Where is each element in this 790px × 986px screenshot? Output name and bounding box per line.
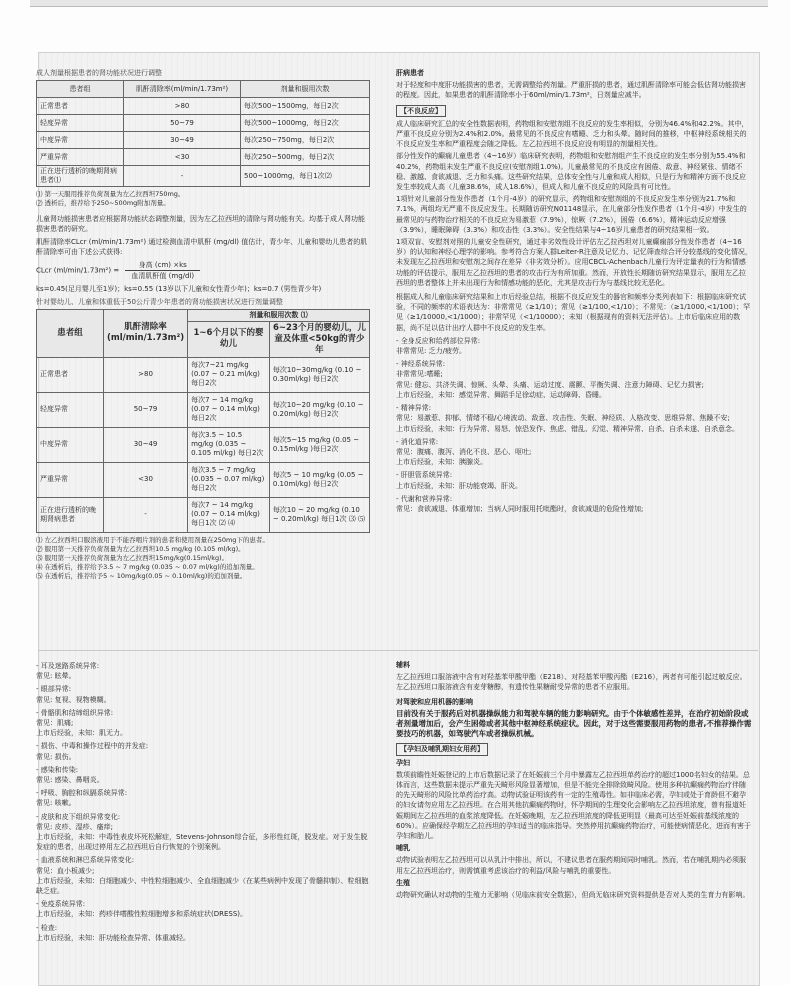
- list-item: [396, 437, 752, 468]
- table2-title: 针对婴幼儿、儿童和体重低于50公斤青少年患者的肾功能损害状况进行剂量调整: [36, 297, 283, 306]
- right-bottom-column: [396, 660, 752, 980]
- table-row: [37, 166, 370, 187]
- table-cell: 每次10~20 mg/kg (0.10 ~ 0.20ml/kg) 每日2次: [269, 392, 369, 427]
- list-item: [396, 470, 752, 490]
- table-row: [37, 132, 370, 149]
- footnote: ⑴ 第一天服用推荐负荷剂量为左乙拉西坦750mg。: [36, 190, 185, 199]
- table-header-cell: 剂量和服用次数 ⑴: [188, 309, 370, 321]
- table-row: [37, 98, 370, 115]
- list-item-title: - 皮肤和皮下组织异常变化:: [36, 812, 121, 821]
- left-bottom-column: [36, 658, 370, 978]
- list-item-text: 上市后经验，未知：肝功能检查异常、体重减轻。: [36, 933, 190, 942]
- list-item-text: 常见: 皮疹、湿疹、瘙痒; 上市后经验，未知：中毒性表皮坏死松解症，Stevens-Johnson综合征，多形性红斑，脱发症。对于发生脱发症的患者，出现过停用左乙拉西坦后自行恢复的个别案例。: [36, 822, 368, 852]
- fertility-subheading: 生殖: [396, 878, 410, 887]
- list-item-text: 常见：肌痛; 上市后经验，未知：肌无力。: [36, 719, 127, 738]
- clcr-formula: [36, 260, 370, 281]
- paragraph: 成人临床研究汇总的安全性数据表明，药物组和安慰剂组不良反应的发生率相似，分别为46.4%和42.2%。其中，严重不良反应分别为2.4%和2.0%。最常见的不良反应有嗜睡、乏力和头晕。随时间的推移，中枢神经系统相关的不良反应发生率和严重程度会随之降低。左乙拉西坦不良反应没有明显的剂量相关性。: [396, 119, 749, 149]
- list-item-title: - 消化道异常:: [396, 437, 439, 446]
- table-cell: 每次250~750mg，每日2次: [241, 132, 370, 149]
- paragraph: 左乙拉西坦口服溶液中含有对羟基苯甲酸甲酯（E218）、对羟基苯甲酸丙酯（E216），两者有可能引起过敏反应。左乙拉西坦口服溶液含有麦芽糖醇，有遗传性果糖耐受异常的患者不应服用。: [396, 673, 747, 692]
- paragraph: 部分性发作的癫痫儿童患者（4~16岁）临床研究表明，药物组和安慰剂组产生不良反应的发生率分别为55.4%和40.2%，药物组未发生严重不良反应(安慰剂组1.0%)。儿童最常见的不良反应有困倦、敌意、神经紧张、情绪不稳、激越、食欲减退、乏力和头痛。这些研究结果，总体安全性与儿童和成人相似，只是行为和精神方面不良反应发生率较成人高（儿童38.6%，成人18.6%），但成人和儿童不良反应的风险具有可比性。: [396, 152, 746, 192]
- paragraph: 动物试验表明左乙拉西坦可以从乳汁中排出，所以，不建议患者在服药期间同时哺乳。然而，若在哺乳期内必须服用左乙拉西坦治疗，则需慎重考虑该治疗的利益/风险与哺乳的重要性。: [396, 856, 746, 875]
- table-cell: 正常患者: [37, 357, 104, 392]
- previous-page-edge: [30, 0, 768, 7]
- list-item-title: - 神经系统异常:: [396, 360, 446, 369]
- table-cell: 每次5 ~ 10 mg/kg (0.05 ~ 0.10ml/kg) 每日2次: [269, 462, 369, 497]
- excipients-heading: 辅料: [396, 661, 410, 669]
- list-item-title: - 精神异常:: [396, 404, 432, 413]
- table-header-cell: 患者组: [37, 309, 104, 357]
- list-item-text: 常见：血小板减少; 上市后经验，未知：白细胞减少、中性粒细胞减少、全血细胞减少（在某些病例中发现了骨髓抑制）、粒细胞缺乏症。: [36, 866, 369, 896]
- table-cell: 中度异常: [37, 427, 104, 462]
- footnote: ⑵ 服用第一天推荐负荷剂量为左乙拉西坦10.5 mg/kg (0.105 ml/kg)。: [36, 544, 245, 553]
- list-item-title: - 感染和传染:: [36, 765, 79, 774]
- table-cell: -: [104, 497, 188, 532]
- table-cell: 30~49: [124, 132, 241, 149]
- table-header-row: [37, 81, 370, 98]
- table-cell: 每次10 ~ 20 mg/kg (0.10 ~ 0.20ml/kg) 每日1次 ⑶ ⑸: [269, 497, 369, 532]
- table-header-cell: 肌酐清除率(ml/min/1.73m²): [124, 81, 241, 98]
- table1-title: 成人剂量根据患者的肾功能状况进行调整: [36, 69, 162, 77]
- table-cell: 每次7 ~ 14 mg/kg (0.07 ~ 0.14 ml/kg) 每日1次 ⑵ ⑷: [188, 497, 270, 532]
- list-item-title: - 全身反应和给药部位异常:: [396, 336, 481, 345]
- table-cell: -: [124, 166, 241, 187]
- table-cell: 每次7 ~ 14 mg/kg (0.07 ~ 0.14 ml/kg) 每日2次: [188, 392, 270, 427]
- table-cell: 严重异常: [37, 149, 124, 166]
- list-item-text: 上市后经验，未知：肝功能衰竭、肝炎。: [396, 481, 522, 490]
- table-header-cell: 6~23个月的婴幼儿，儿童及体重<50kg的青少年: [269, 321, 369, 357]
- list-item-title: - 血液系统和淋巴系统异常变化:: [36, 856, 135, 865]
- adult-dose-table: [36, 80, 370, 187]
- list-item-text: 常见: 咳嗽。: [36, 799, 76, 808]
- table-row: [37, 462, 370, 497]
- list-item-text: 常见: 眩晕。: [36, 672, 76, 681]
- list-item-text: 常见: 复视、视物模糊。: [36, 695, 111, 704]
- list-item: [36, 855, 370, 896]
- ks-line: ks=0.45(足月婴儿至1岁)；ks=0.55 (13岁以下儿童和女性青少年)；ks=0.7 (男性青少年): [36, 285, 322, 294]
- list-item-text: 常见：食欲减退、体重增加；当病人同时服用托吡酯时，食欲减退的危险性增加;: [396, 504, 644, 513]
- formula-lhs: CLcr (ml/min/1.73m²) =: [36, 266, 120, 275]
- table-cell: 正常患者: [37, 98, 124, 115]
- list-item: [36, 812, 370, 853]
- list-item: [36, 899, 370, 919]
- lactation-subheading: 哺乳: [396, 844, 410, 853]
- table-cell: 每次5~15 mg/kg (0.05 ~ 0.15ml/kg )每日2次: [269, 427, 369, 462]
- formula-denominator: 血清肌酐值 (mg/dl): [131, 272, 195, 281]
- table-header-cell: 患者组: [37, 81, 124, 98]
- left-top-column: [36, 68, 370, 581]
- paragraph: 1项双盲、安慰剂对照的儿童安全性研究，通过非劣效性设计评估左乙拉西坦对儿童癫痫部分性发作患者（4~16岁）的认知和神经心理学的影响。参考符合方案人群Leiter-R注意及记忆力、记忆筛查综合评分较基线的变化情况，未发现左乙拉西坦和安慰剂之间存在差异（非劣效分析）。应用CBCL-Achenbach儿童行为评定量表的行为和情感功能的评估提示，服用左乙拉西坦的患者的攻击行为有所加重。然而，开放性长期随访研究结果显示，服用左乙拉西坦的患者整体上并未出现行为和情感功能的恶化，尤其是攻击行为与基线比较无恶化。: [396, 238, 752, 287]
- paragraph: 儿童肾功能损害患者应根据肾功能状态调整剂量，因为左乙拉西坦的清除与肾功能有关。均基于成人肾功能损害患者的研究。: [36, 215, 365, 234]
- paragraph: 动物研究确认对动物的生殖力无影响（见临床前安全数据），但尚无临床研究资料提供是否对人类的生育力有影响。: [396, 891, 750, 900]
- footnote: ⑸ 在透析后，推荐给予5 ~ 10mg/kg(0.05 ~ 0.10ml/kg)的追加剂量。: [36, 571, 247, 580]
- list-item-title: - 骨骼肌和结缔组织异常:: [36, 708, 114, 717]
- table-cell: 每次10~30mg/kg (0.10 ~ 0.30ml/kg) 每日2次: [269, 357, 369, 392]
- pediatric-dose-table: [36, 309, 370, 533]
- list-item-title: - 检查:: [36, 923, 58, 932]
- list-item-text: 非常常见: 乏力/疲劳。: [396, 347, 466, 356]
- table-cell: 30~49: [104, 427, 188, 462]
- paragraph: 1项针对儿童部分性发作患者（1个月-4岁）的研究显示，药物组和安慰剂组的不良反应发生率分别为21.7%和7.1%，两组均无严重不良反应发生。长期随访研究N01148显示，在儿童部分性发作患者（1个月-4岁）中发生的最常见的与药物治疗相关的不良反应为易激惹（7.9%），惊厥（7.2%），困倦（6.6%），精神运动反应增强（3.9%），睡眠障碍（3.3%）和攻击性（3.3%）。安全性结果与4~16岁儿童患者的研究结果相一致。: [396, 195, 747, 234]
- table-cell: 每次500~1500mg，每日2次: [241, 98, 370, 115]
- table-cell: 正在进行透析的晚期肾病患者⑴: [37, 166, 124, 187]
- list-item: [396, 359, 752, 400]
- table-cell: 轻度异常: [37, 392, 104, 427]
- table-cell: 50~79: [104, 392, 188, 427]
- list-item: [396, 403, 752, 434]
- footnote: ⑵ 透析后，推荐给予250~500mg附加剂量。: [36, 199, 170, 208]
- table-cell: 正在进行透析的晚期肾病患者: [37, 497, 104, 532]
- formula-numerator: 身高 (cm) ×ks: [125, 260, 200, 271]
- table-cell: <30: [104, 462, 188, 497]
- footnote: ⑶ 服用第一天推荐负荷剂量为左乙拉西坦15mg/kg(0.15ml/kg)。: [36, 553, 229, 562]
- list-item: [36, 765, 370, 785]
- table-cell: 500~1000mg，每日1次⑵: [241, 166, 370, 187]
- list-item: [36, 741, 370, 761]
- list-item-text: 常见：易激惹、抑郁、情绪不稳/心境波动、敌意、攻击性、失眠、神经质、人格改变、思维异常、焦躁不安; 上市后经验，未知：行为异常、易怒、惊恐发作、焦虑、错乱、幻觉、精神异常、自杀、自杀未遂、自杀意念。: [396, 414, 739, 433]
- table-cell: 每次7~21 mg/kg (0.07 ~ 0.21 ml/kg) 每日2次: [188, 357, 270, 392]
- right-top-column: [396, 68, 752, 646]
- list-item-title: - 呼吸、胸腔和纵膈系统异常:: [36, 789, 128, 798]
- adverse-reactions-heading: 【不良反应】: [396, 105, 446, 117]
- adr-list-continued: [36, 661, 370, 943]
- paragraph: 数项前瞻性妊娠登记的上市后数据记录了在妊娠前三个月中暴露左乙拉西坦单药治疗的超过1000名妇女的结果。总体而言，这些数据未提示严重先天畸形风险显著增加，但是不能完全排除致畸风险。使用多种抗癫痫药物治疗伴随的先天畸形的风险比单药治疗高。动物试验证明该药有一定的生殖毒性。如非临床必需，孕妇或处于育龄但不避孕的妇女请勿应用左乙拉西坦。在合用其他抗癫痫药物时，怀孕期间的生理变化会影响左乙拉西坦浓度，曾有报道妊娠期间左乙拉西坦的血浆浓度降低。在妊娠晚期，左乙拉西坦浓度的降低更明显（最高可达至妊娠前基线浓度的60%）。应确保经孕期左乙拉西坦的孕妇适当的临床指导。突然停用抗癫痫药物治疗，可能使病情恶化，进而有害于孕妇和胎儿。: [396, 770, 752, 841]
- table-header-cell: 1~6个月以下的婴幼儿: [188, 321, 270, 357]
- list-item: [36, 684, 370, 704]
- footnote: ⑷ 在透析后，推荐给予3.5 ~ 7 mg/kg (0.035 ~ 0.07 ml/kg)的追加剂量。: [36, 562, 259, 571]
- list-item: [396, 494, 752, 514]
- table-row: [37, 149, 370, 166]
- paragraph: 对于轻度和中度肝功能损害的患者，无需调整给药剂量。严重肝损的患者，通过肌酐清除率可能会低估肾功能损害的程度。因此，如果患者的肌酐清除率小于60ml/min/1.73m²，日剂量应减半。: [396, 81, 746, 100]
- paragraph: 目前没有关于服药后对机器操纵能力和驾驶车辆的能力影响研究。由于个体敏感性差异，在治疗初始阶段或者剂量增加后，会产生困倦或者其他中枢神经系统症状。因此，对于这些需要服用药物的患者,不推荐操作需要技巧的机器，如驾驶汽车或者操纵机械。: [396, 708, 752, 739]
- table-cell: >80: [124, 98, 241, 115]
- pregnancy-heading: 【孕妇及哺乳期妇女用药】: [396, 743, 488, 755]
- list-item-title: - 眼部异常:: [36, 685, 72, 694]
- table-row: [37, 427, 370, 462]
- list-item-text: 常见: 感染、鼻咽炎。: [36, 776, 104, 785]
- table-cell: 每次3.5 ~ 10.5 mg/kg (0.035 ~ 0.105 ml/kg) 每日2次: [188, 427, 270, 462]
- paragraph: 肌酐清除率CLcr (ml/min/1.73m²) 通过检测血清中肌酐 (mg/dl) 值估计，青少年、儿童和婴幼儿患者的肌酐清除率可由下述公式获得:: [36, 237, 368, 256]
- table-row: [37, 115, 370, 132]
- adr-list: [396, 336, 752, 514]
- table-header-row: [37, 309, 370, 321]
- table-cell: 每次250~500mg，每日2次: [241, 149, 370, 166]
- table-header-cell: 肌酐清除率(ml/min/1.73m²): [104, 309, 188, 357]
- list-item-title: - 代谢和营养异常:: [396, 494, 453, 503]
- table-cell: 50~79: [124, 115, 241, 132]
- list-item: [396, 336, 752, 356]
- list-item: [36, 661, 370, 681]
- table-row: [37, 497, 370, 532]
- table-row: [37, 392, 370, 427]
- table-cell: 每次500~1000mg，每日2次: [241, 115, 370, 132]
- list-item-text: 常见：腹痛、腹泻、消化不良、恶心、呕吐; 上市后经验，未知：胰腺炎。: [396, 447, 532, 467]
- section-divider: [38, 650, 758, 651]
- list-item-text: 非常常见:嗜睡; 常见: 健忘、共济失调、惊厥、头晕、头痛、运动过度、震颤、平衡失调、注意力障碍、记忆力损害; 上市后经验，未知：感觉异常、舞蹈手足徐动症、运动障碍、昏睡。: [396, 370, 704, 399]
- table-cell: 每次3.5 ~ 7 mg/kg (0.035 ~ 0.07 ml/kg) 每日2次: [188, 462, 270, 497]
- list-item-text: 上市后经验，未知：药疹伴嗜酸性粒细胞增多和系统症状(DRESS)。: [36, 910, 248, 919]
- list-item-title: - 免疫系统异常:: [36, 900, 86, 909]
- hepatic-heading: 肝病患者: [396, 69, 424, 77]
- table-header-cell: 剂量和服用次数: [241, 81, 370, 98]
- list-item: [36, 788, 370, 808]
- list-item: [36, 708, 370, 739]
- formula-fraction: [125, 260, 200, 281]
- footnote: ⑴ 左乙拉西坦口服溶液用于不能吞咽片剂的患者和使用剂量在250mg下的患者。: [36, 535, 269, 544]
- pregnancy-subheading: 孕妇: [396, 758, 410, 767]
- list-item-title: - 肝胆管系统异常:: [396, 471, 453, 480]
- list-item-title: - 损伤、中毒和操作过程中的并发症:: [36, 742, 149, 751]
- list-item-title: - 耳及迷路系统异常:: [36, 662, 100, 670]
- paragraph: 根据成人和儿童临床研究结果和上市后经验总结，根据不良反应发生的器官和频率分类列表如下：根据临床研究试验，不同的频率的术语表达为：非常常见（≥1/10）；常见（≥1/100,<1/10）；不常见：（≥1/1000,<1/100）；罕见（≥1/10000,<1/1000）；非常罕见（<1/10000）；未知（根据现有的资料无法评估）。上市后临床应用的数据，尚不足以估计出疗人群中不良反应的发生率。: [396, 293, 751, 332]
- table-cell: 严重异常: [37, 462, 104, 497]
- table-cell: <30: [124, 149, 241, 166]
- list-item-text: 常见: 损伤。: [36, 752, 76, 761]
- table-cell: >80: [104, 357, 188, 392]
- table-cell: 中度异常: [37, 132, 124, 149]
- table-row: [37, 357, 370, 392]
- list-item: [36, 923, 370, 943]
- driving-heading: 对驾驶和应用机器的影响: [396, 697, 473, 706]
- table-cell: 轻度异常: [37, 115, 124, 132]
